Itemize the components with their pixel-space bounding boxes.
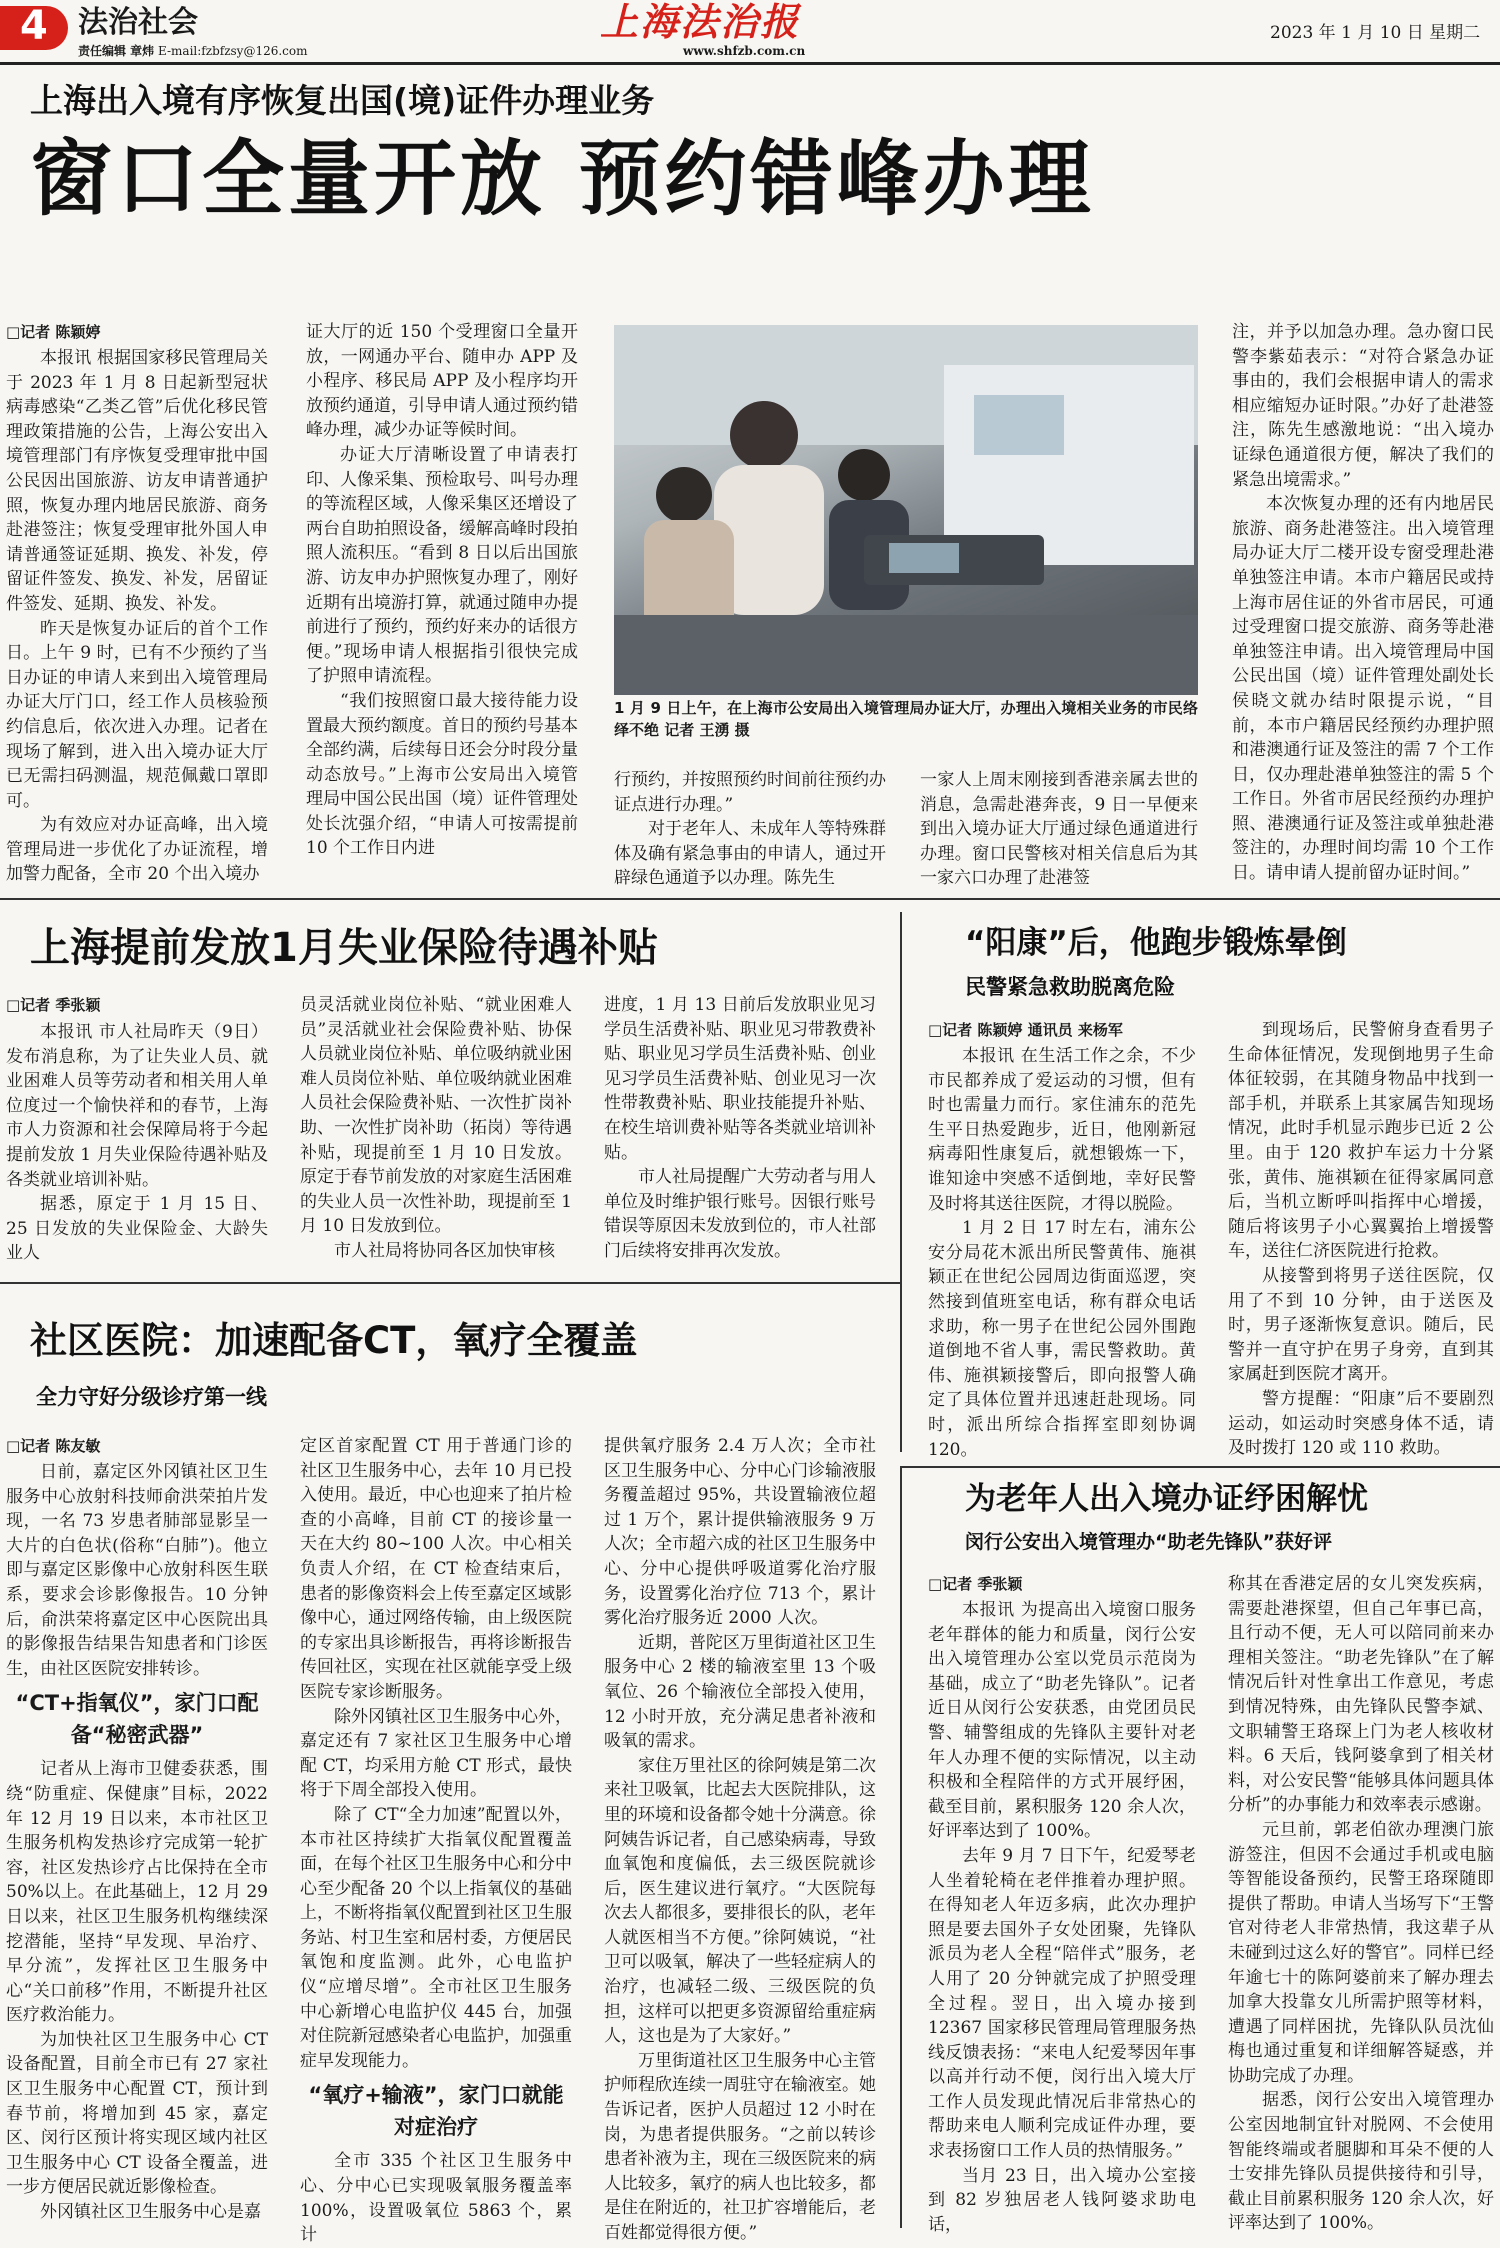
- a2-column-2: [300, 993, 572, 1272]
- a1-column-2: [306, 320, 578, 892]
- editor-line: [78, 44, 308, 58]
- a4-c2-subhead: “氧疗+输液”，家门口就能对症治疗: [308, 2083, 564, 2140]
- a4-c2-p4: 全市 335 个社区卫生服务中心、分中心已实现吸氧服务覆盖率 100%，设置吸氧位 5863 个，累计: [300, 2151, 572, 2246]
- a4-title: 社区医院：加速配备CT，氧疗全覆盖: [30, 1319, 638, 1362]
- paper-logo: 上海法治报: [600, 0, 801, 44]
- a2-c1-p1: 本报讯 市人社局昨天（9日）发布消息称，为了让失业人员、就业困难人员等劳动者和相关用人单位度过一个愉快祥和的春节，上海市人力资源和社会保障局将于今起提前发放 1 月失业保险待遇补贴及各类就业培训补贴。: [6, 1022, 268, 1190]
- a3-title: “阳康”后，他跑步锻炼晕倒: [965, 925, 1347, 961]
- a5-c2-p3: 据悉，闵行公安出入境管理办公室因地制宜针对脱网、不会使用智能终端或者腿脚和耳朵不便的人士安排先锋队员提供接待和引导，截止目前累积服务 120 余人次，好评率达到了 100%。: [1228, 2090, 1494, 2234]
- a5-c1-p2: 去年 9 月 7 日下午，纪爱琴老人坐着轮椅在老伴推着办理护照。在得知老人年迈多病，此次办理护照是要去国外子女处团聚，先锋队派员为老人全程“陪伴式”服务，老人用了 20 分钟就完成了护照受理全过程。翌日，出入境办接到 12367 国家移民管理局管理服务热线反馈表扬：“来电人纪爱琴因年事以高并行动不便，闵行出入境大厅工作人员发现此情况后非常热心的帮助来电人顺利完成证件办理，要求表扬窗口工作人员的热情服务。”: [928, 1845, 1196, 2162]
- a5-column-1: [928, 1598, 1196, 2235]
- a1-title: 窗口全量开放 预约错峰办理: [30, 132, 1095, 227]
- a5-byline: □记者 季张颖: [928, 1575, 1023, 1593]
- a2-c3-p1: 进度，1 月 13 日前后发放职业见习学员生活费补贴、职业见习带教费补贴、职业见习学员生活费补贴、创业见习学员生活费补贴、创业见习一次性带教费补贴、职业技能提升补贴、在校生培训费补贴等各类就业培训补贴。: [604, 995, 876, 1163]
- a1-c4-p1: 一家人上周末刚接到香港亲属去世的消息，急需赴港奔丧，9 日一早便来到出入境办证大厅通过绿色通道进行办理。窗口民警核对相关信息后为其一家六口办理了赴港签: [920, 770, 1198, 889]
- a4-a5-divider: [900, 1468, 902, 2228]
- a3-bottom-rule: [900, 1466, 1500, 1468]
- a1-c2-p2: 办证大厅清晰设置了申请表打印、人像采集、预检取号、叫号办理的等流程区域，人像采集区还增设了两台自助拍照设备，缓解高峰时段拍照人流积压。“看到 8 日以后出国旅游、访友申办护照恢复办理了，刚好近期有出境游打算，就通过随申办提前进行了预约，预约好来办的话很方便。”现场申请人根据指引很快完成了护照申请流程。: [306, 444, 578, 687]
- a1-byline: □记者 陈颖婷: [6, 323, 101, 341]
- a2-c2-p1: 员灵活就业岗位补贴、“就业困难人员”灵活就业社会保险费补贴、协保人员就业岗位补贴、单位吸纳就业困难人员岗位补贴、单位吸纳就业困难人员社会保险费补贴、一次性扩岗补助、一次性扩岗补助（拓岗）等待遇补贴，现提前至 1 月 10 日发放。原定于春节前发放的对家庭生活困难的失业人员一次性补助，现提前至 1 月 10 日发放到位。: [300, 995, 572, 1237]
- a1-bottom-rule: [0, 898, 1500, 900]
- paper-url: www.shfzb.com.cn: [683, 44, 806, 58]
- a2-byline: □记者 季张颖: [6, 996, 101, 1014]
- a1-c5-p1: 注，并予以加急办理。急办窗口民警李紫茹表示：“对符合紧急办证事由的，我们会根据申请人的需求相应缩短办证时限。”办好了赴港签注，陈先生感激地说：“出入境办证绿色通道很方便，解决了我们的紧急出境需求。”: [1232, 322, 1494, 490]
- a4-c1-subhead: “CT+指氧仪”，家门口配备“秘密武器”: [15, 1691, 259, 1748]
- a3-subtitle: 民警紧急救助脱离危险: [965, 975, 1175, 999]
- a1-c5-p2: 本次恢复办理的还有内地居民旅游、商务赴港签注。出入境管理局办证大厅二楼开设专窗受理赴港单独签注申请。本市户籍居民或持上海市居住证的外省市居民，可通过受理窗口提交旅游、商务等赴港单独签注申请。出入境管理局中国公民出国（境）证件管理处副处长侯晓文就办结时限提示说，“目前，本市户籍居民经预约办理护照和港澳通行证及签注的需 7 个工作日，仅办理赴港单独签注的需 5 个工作日。外省市居民经预约办理护照、港澳通行证及签注或单独赴港签注的，办理时间均需 10 个工作日。请申请人提前留办证时间。”: [1232, 494, 1494, 884]
- a4-c3-p2: 近期，普陀区万里街道社区卫生服务中心 2 楼的输液室里 13 个吸氧位、26 个输液位全部投入使用，12 小时开放，充分满足患者补液和吸氧的需求。: [604, 1632, 876, 1752]
- a4-c2-p3: 除了 CT“全力加速”配置以外，本市社区持续扩大指氧仪配置覆盖面，在每个社区卫生服务中心和分中心至少配备 20 个以上指氧仪的基础上，不断将指氧仪配置到社区卫生服务站、村卫生室和居村委，方便居民氧饱和度监测。此外，心电监护仪“应增尽增”。全市社区卫生服务中心新增心电监护仪 445 台，加强对住院新冠感染者心电监护，加强重症早发现能力。: [300, 1804, 572, 2071]
- a4-c2-p2: 除外冈镇社区卫生服务中心外，嘉定还有 7 家社区卫生服务中心增配 CT，均采用方舱 CT 形式，最快将于下周全部投入使用。: [300, 1706, 572, 1801]
- masthead-rule: [0, 62, 1500, 65]
- a4-c1-p1: 日前，嘉定区外冈镇社区卫生服务中心放射科技师俞洪荣拍片发现，一名 73 岁患者肺部显影呈一大片的白色状(俗称“白肺”)。他立即与嘉定区影像中心放射科医生联系，要求会诊影像报告。10 分钟后，俞洪荣将嘉定区中心医院出具的影像报告结果告知患者和门诊医生，由社区医院安排转诊。: [6, 1462, 268, 1679]
- a1-column-1: [6, 346, 268, 892]
- a5-c2-p2: 元旦前，郭老伯欲办理澳门旅游签注，但因不会通过手机或电脑等智能设备预约，民警王珞琛随即提供了帮助。申请人当场写下“王警官对待老人非常热情，我这辈子从未碰到过这么好的警官”。同样已经年逾七十的陈阿婆前来了解办理去加拿大投靠女儿所需护照等材料，遭遇了同样困扰，先锋队队员沈仙梅也通过重复和详细解答疑惑，并协助完成了办理。: [1228, 1819, 1494, 2086]
- a4-subtitle: 全力守好分级诊疗第一线: [36, 1385, 267, 1409]
- a2-bottom-rule: [0, 1282, 900, 1284]
- a3-c2-p1: 到现场后，民警俯身查看男子生命体征情况，发现倒地男子生命体征较弱，在其随身物品中找到一部手机，并联系上其家属告知现场情况，此时手机显示跑步已近 2 公里。由于 120 救护车运力十分紧张，黄伟、施祺颖在征得家属同意后，当机立断呼叫指挥中心增援，随后将该男子小心翼翼抬上增援警车，送往仁济医院进行抢救。: [1228, 1020, 1494, 1262]
- a1-kicker: 上海出入境有序恢复出国(境)证件办理业务: [30, 81, 655, 120]
- a4-c3-p3: 家住万里社区的徐阿姨是第二次来社卫吸氧，比起去大医院排队，这里的环境和设备都令她十分满意。徐阿姨告诉记者，自己感染病毒，导致血氧饱和度偏低，去三级医院就诊后，医生建议进行氧疗。“大医院每次去人都很多，要排很长的队，老年人就医相当不方便。”徐阿姨说，“社卫可以吸氧，解决了一些轻症病人的治疗，也减轻二级、三级医院的负担，这样可以把更多资源留给重症病人，这也是为了大家好。”: [604, 1755, 876, 2047]
- a2-title: 上海提前发放1月失业保险待遇补贴: [30, 925, 658, 971]
- a2-column-3: [604, 993, 876, 1272]
- a4-c2-p1: 定区首家配置 CT 用于普通门诊的社区卫生服务中心，去年 10 月已投入使用。最近，中心也迎来了拍片检查的小高峰，目前 CT 的接诊量一天在大约 80~100 人次。中心相关负责人介绍，在 CT 检查结束后，患者的影像资料会上传至嘉定区域影像中心，通过网络传输，由上级医院的专家出具诊断报告，再将诊断报告传回社区，实现在社区就能享受上级医院专家诊断服务。: [300, 1436, 572, 1702]
- masthead: [0, 0, 1500, 60]
- a3-c2-p2: 从接警到将男子送往医院，仅用了不到 10 分钟，由于送医及时，男子逐渐恢复意识。随后，民警并一直守护在男子身旁，直到其家属赶到医院才离开。: [1228, 1265, 1494, 1385]
- a1-c3-p1: 行预约，并按照预约时间前往预约办证点进行办理。”: [614, 770, 886, 815]
- a5-c2-p1: 称其在香港定居的女儿突发疾病，需要赴港探望，但自己年事已高，且行动不便，无人可以陪同前来办理相关签注。“助老先锋队”在了解情况后针对性拿出工作意见，考虑到情况特殊，由先锋队民警李斌、文职辅警王珞琛上门为老人核收材料。6 天后，钱阿婆拿到了相关材料，对公安民警“能够具体问题具体分析”的办事能力和效率表示感谢。: [1228, 1574, 1494, 1816]
- a1-c2-p3: “我们按照窗口最大接待能力设置最大预约额度。首日的预约号基本全部约满，后续每日还会分时段分量动态放号。”上海市公安局出入境管理局中国公民出国（境）证件管理处处长沈强介绍，“申请人可按需提前 10 个工作日内进: [306, 690, 578, 859]
- a4-c3-p4: 万里街道社区卫生服务中心主管护师程欣连续一周驻守在输液室。她告诉记者，医护人员超过 12 小时在岗，为患者提供服务。“之前以转诊患者补液为主，现在三级医院来的病人比较多，氧疗的病人也比较多，都是住在附近的，社卫扩容增能后，老百姓都觉得很方便。”: [604, 2050, 876, 2243]
- a3-c1-p2: 1 月 2 日 17 时左右，浦东公安分局花木派出所民警黄伟、施祺颖正在世纪公园周边街面巡逻，突然接到值班室电话，称有群众电话求助，称一男子在世纪公园外围跑道倒地不省人事，需民警救助。黄伟、施祺颖接警后，即向报警人确定了具体位置并迅速赶赴现场。同时，派出所综合指挥室即刻协调 120。: [928, 1218, 1196, 1460]
- a1-c1-p3: 为有效应对办证高峰，出入境管理局进一步优化了办证流程，增加警力配备，全市 20 个出入境办: [6, 815, 268, 885]
- a1-column-4: [920, 768, 1198, 892]
- a4-c1-p3: 为加快社区卫生服务中心 CT 设备配置，目前全市已有 27 家社区卫生服务中心配置 CT，预计到春节前，将增加到 45 家，嘉定区、闵行区预计将实现区域内社区卫生服务中心 CT 设备全覆盖，进一步方便居民就近影像检查。: [6, 2029, 268, 2198]
- a5-subtitle: 闵行公安出入境管理办“助老先锋队”获好评: [965, 1531, 1332, 1553]
- a5-title: 为老年人出入境办证纾困解忧: [965, 1481, 1368, 1517]
- a3-column-1: [928, 1044, 1196, 1460]
- email: E-mail:fzbfzsy@126.com: [158, 44, 308, 58]
- page-number: 4: [20, 3, 48, 49]
- a3-c2-p3: 警方提醒：“阳康”后不要剧烈运动，如运动时突感身体不适，请及时拨打 120 或 110 救助。: [1228, 1388, 1494, 1459]
- issue-date: 2023 年 1 月 10 日 星期二: [1270, 23, 1481, 43]
- a1-c1-p2: 昨天是恢复办证后的首个工作日。上午 9 时，已有不少预约了当日办证的申请人来到出入境管理局办证大厅门口，经工作人员核验预约信息后，依次进入办理。记者在现场了解到，进入出入境办证大厅已无需扫码测温，规范佩戴口罩即可。: [6, 618, 268, 811]
- a2-a3-divider: [900, 912, 902, 1452]
- a4-c3-p1: 提供氧疗服务 2.4 万人次；全市社区卫生服务中心、分中心门诊输液服务覆盖超过 95%，共设置输液位超过 1 万个，累计提供输液服务 9 万人次；全市超六成的社区卫生服务中心、分中心提供呼吸道雾化治疗服务，设置雾化治疗位 713 个，累计雾化治疗服务近 2000 人次。: [604, 1436, 876, 1629]
- a3-byline: □记者 陈颖婷 通讯员 来杨军: [928, 1021, 1123, 1039]
- a4-column-3: [604, 1434, 876, 2243]
- a1-column-3: [614, 768, 886, 892]
- a3-c1-p1: 本报讯 在生活工作之余，不少市民都养成了爱运动的习惯，但有时也需量力而行。家住浦东的范先生平日热爱跑步，近日，他刚新冠病毒阳性康复后，就想锻炼一下，谁知途中突感不适倒地，幸好民警及时将其送往医院，才得以脱险。: [928, 1046, 1196, 1214]
- a4-c1-p2: 记者从上海市卫健委获悉，围绕“防重症、保健康”目标，2022 年 12 月 19 日以来，本市社区卫生服务机构发热诊疗完成第一轮扩容，社区发热诊疗占比保持在全市 50%以上。在此基础上，12 月 29 日以来，社区卫生服务机构继续深挖潜能，坚持“早发现、早治疗、早分流”，发挥社区卫生服务中心“关口前移”作用，不断提升社区医疗救治能力。: [6, 1759, 268, 2026]
- a5-column-2: [1228, 1572, 1494, 2234]
- a1-c2-p1: 证大厅的近 150 个受理窗口全量开放，一网通办平台、随申办 APP 及小程序、移民局 APP 及小程序均开放预约通道，引导申请人通过预约错峰办理，减少办证等候时间。: [306, 322, 578, 441]
- a1-c1-p1: 本报讯 根据国家移民管理局关于 2023 年 1 月 8 日起新型冠状病毒感染“乙类乙管”后优化移民管理政策措施的公告，上海公安出入境管理部门有序恢复受理审批中国公民因出国旅游、访友申请普通护照，恢复办理内地居民旅游、商务赴港签注；恢复受理审批外国人申请普通签证延期、换发、补发，停留证件签发、换发、补发，居留证件签发、延期、换发、补发。: [6, 348, 268, 614]
- a4-byline: □记者 陈友敏: [6, 1437, 101, 1455]
- a1-photo: [614, 325, 1198, 695]
- a3-column-2: [1228, 1018, 1494, 1460]
- a1-photo-caption: 1 月 9 日上午，在上海市公安局出入境管理局办证大厅，办理出入境相关业务的市民络绎不绝 记者 王湧 摄: [614, 699, 1198, 739]
- a2-c3-p2: 市人社局提醒广大劳动者与用人单位及时维护银行账号。因银行账号错误等原因未发放到位的，市人社部门后续将安排再次发放。: [604, 1167, 876, 1261]
- photo-illustration: [614, 325, 1198, 695]
- editor: 责任编辑 章炜: [78, 44, 155, 58]
- a5-c1-p1: 本报讯 为提高出入境窗口服务老年群体的能力和质量，闵行公安出入境管理办公室以党员示范岗为基础，成立了“助老先锋队”。记者近日从闵行公安获悉，由党团员民警、辅警组成的先锋队主要针对老年人办理不便的实际情况，以主动积极和全程陪伴的方式开展纾困，截至目前，累积服务 120 余人次，好评率达到了 100%。: [928, 1600, 1196, 1842]
- a5-c1-p3: 当月 23 日，出入境办公室接到 82 岁独居老人钱阿婆求助电话，: [928, 2165, 1196, 2235]
- a4-column-2: [300, 1434, 572, 2246]
- a2-c1-p2: 据悉，原定于 1 月 15 日、25 日发放的失业保险金、大龄失业人: [6, 1194, 268, 1264]
- a1-c3-p2: 对于老年人、未成年人等特殊群体及确有紧急事由的申请人，通过开辟绿色通道予以办理。陈先生: [614, 819, 886, 889]
- a1-column-5: [1232, 320, 1494, 892]
- a2-column-1: [6, 1020, 268, 1272]
- a4-column-1: [6, 1460, 268, 2222]
- section-name: 法治社会: [78, 5, 198, 40]
- a2-c2-p2: 市人社局将协同各区加快审核: [334, 1240, 555, 1261]
- a4-c1-p4: 外冈镇社区卫生服务中心是嘉: [40, 2202, 261, 2223]
